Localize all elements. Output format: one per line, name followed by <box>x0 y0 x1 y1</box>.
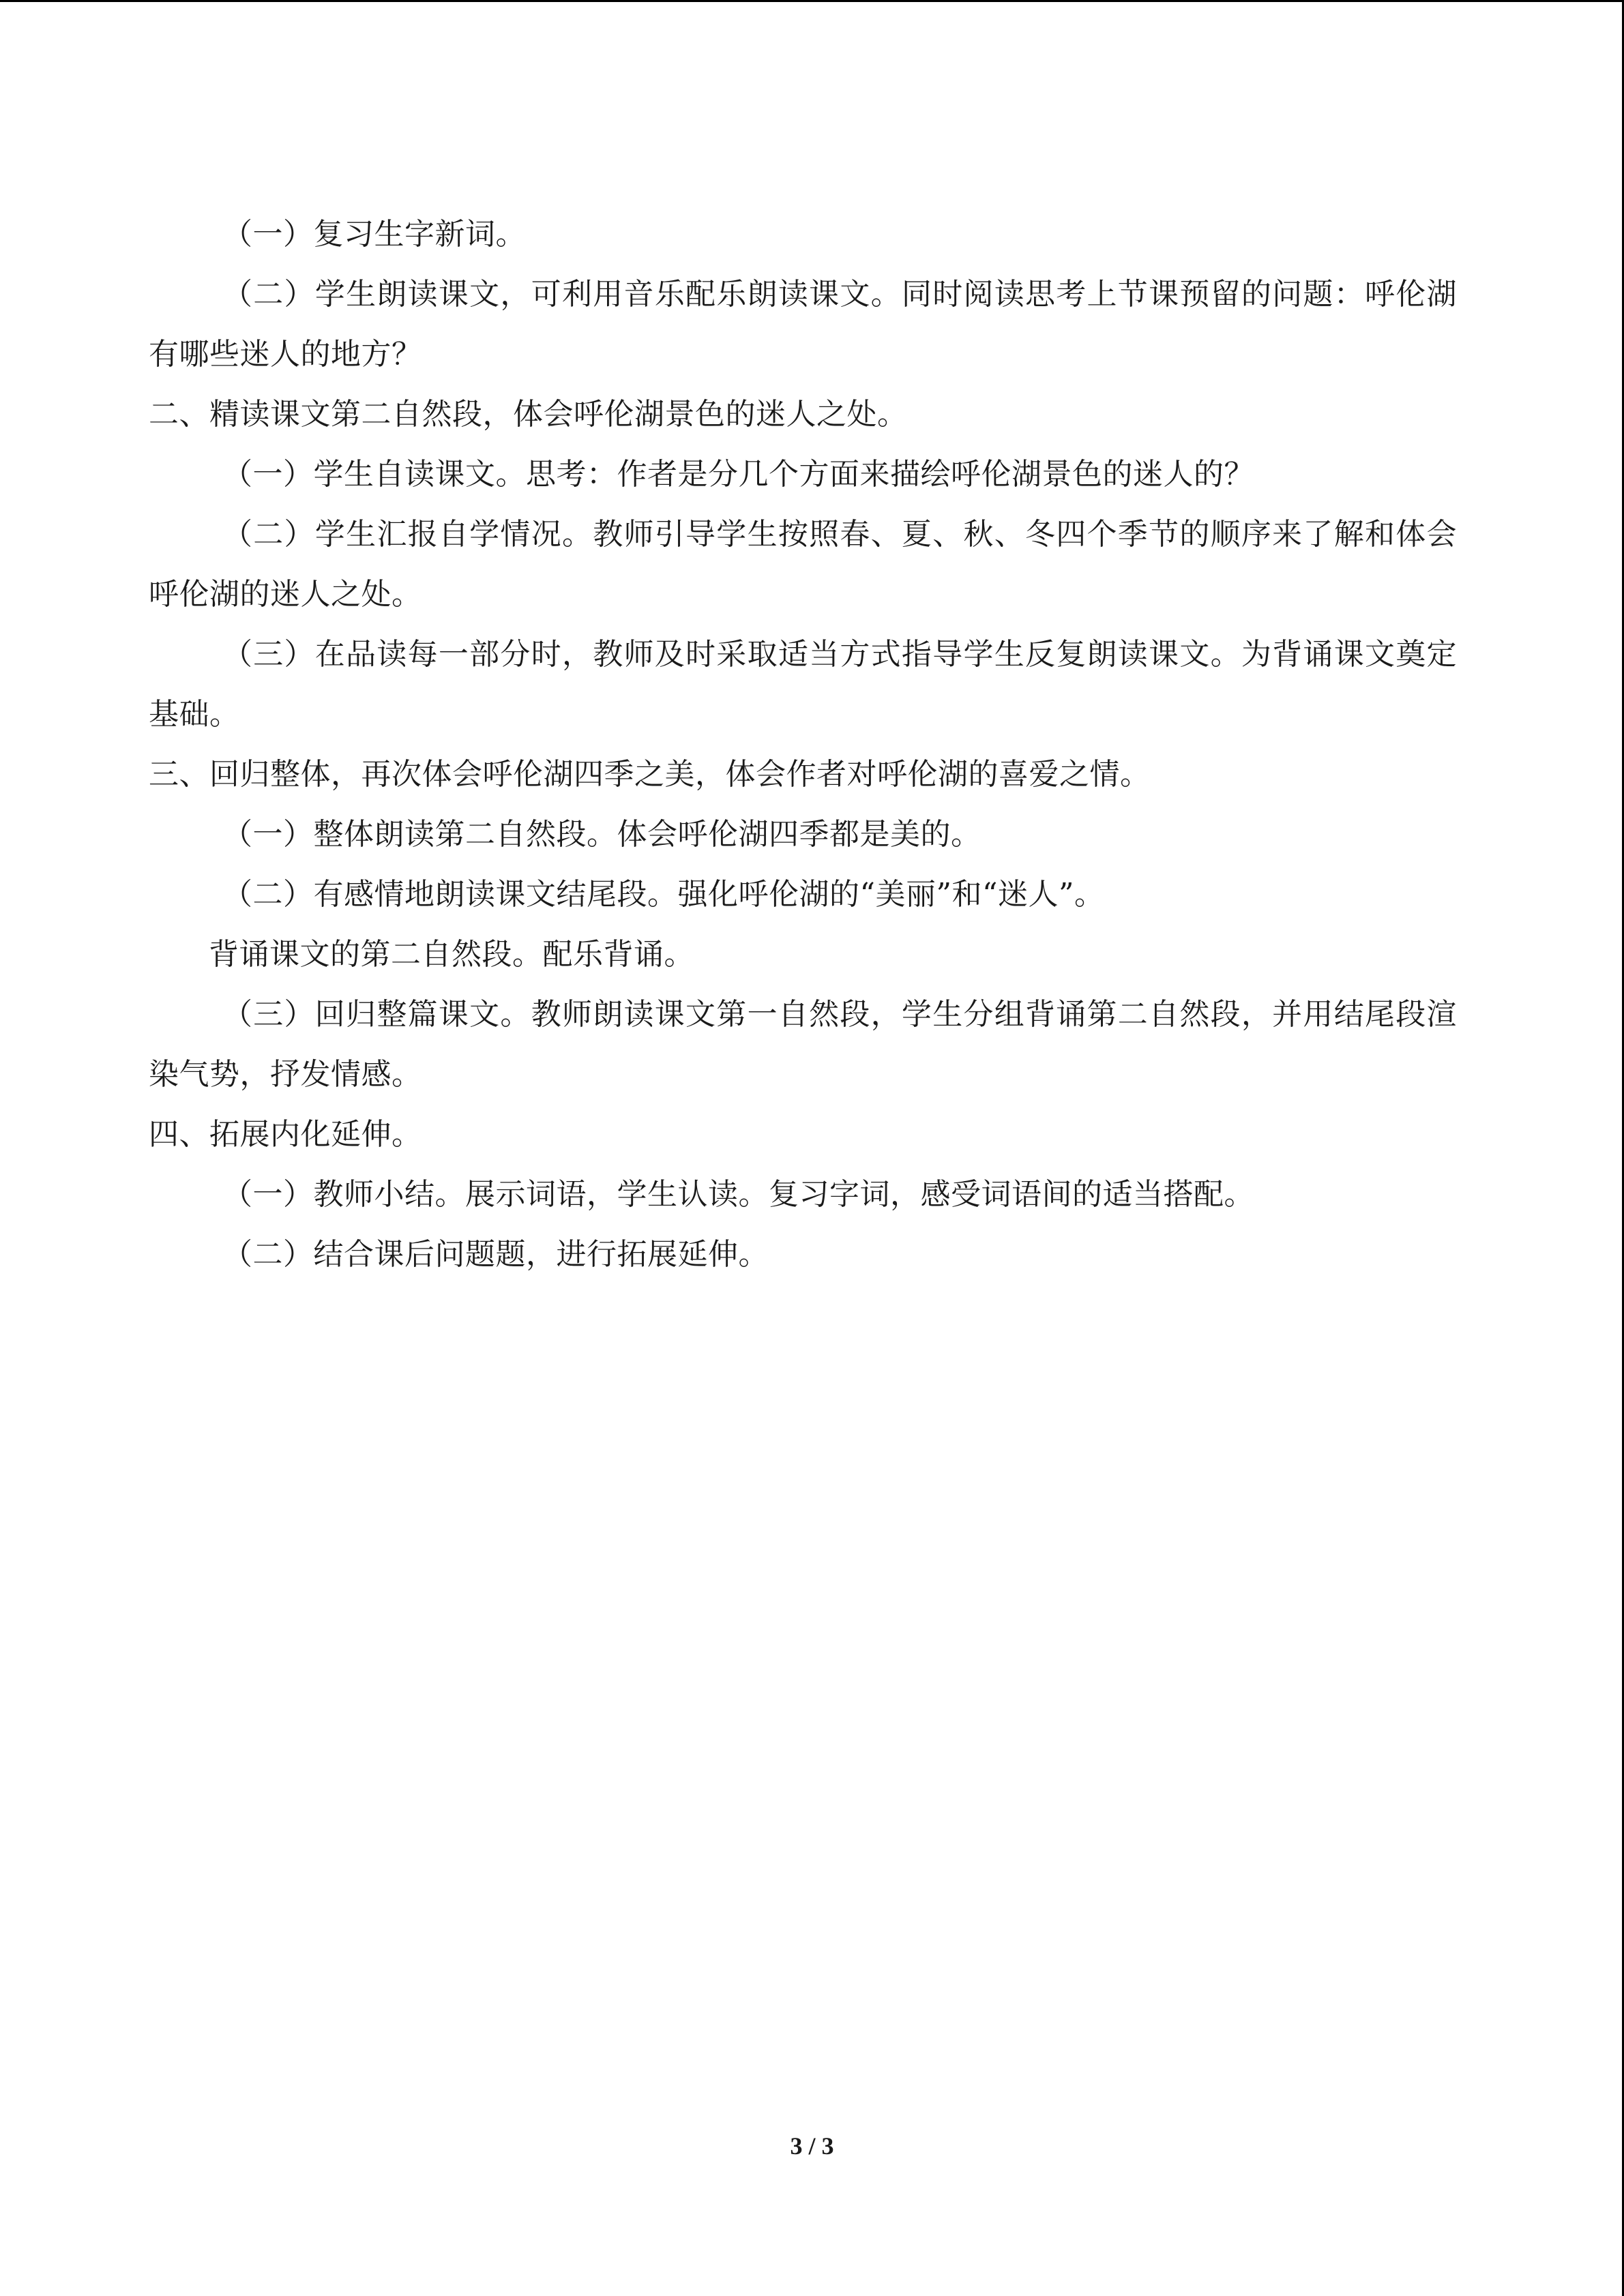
paragraph-whole-reading: （一）整体朗读第二自然段。体会呼伦湖四季都是美的。 <box>222 817 981 852</box>
paragraph-return-whole: （三）回归整篇课文。教师朗读课文第一自然段，学生分组背诵第二自然段，并用结尾段渲染气势，抒发情感。 <box>149 997 1457 1092</box>
paragraph-recite: 背诵课文的第二自然段。配乐背诵。 <box>209 937 694 972</box>
paragraph-guided-reading: （三）在品读每一部分时，教师及时采取适当方式指导学生反复朗读课文。为背诵课文奠定基础。 <box>149 637 1457 732</box>
paragraph-report: （二）学生汇报自学情况。教师引导学生按照春、夏、秋、冬四个季节的顺序来了解和体会呼伦湖的迷人之处。 <box>149 517 1457 612</box>
paragraph-emotional-reading: （二）有感情地朗读课文结尾段。强化呼伦湖的“美丽”和“迷人”。 <box>222 877 1105 912</box>
paragraph-review-words: （一）复习生字新词。 <box>222 217 526 252</box>
paragraph-read-aloud: （二）学生朗读课文，可利用音乐配乐朗读课文。同时阅读思考上节课预留的问题：呼伦湖有哪些迷人的地方？ <box>149 277 1457 372</box>
document-body <box>149 205 1457 1285</box>
paragraph-summary: （一）教师小结。展示词语，学生认读。复习字词，感受词语间的适当搭配。 <box>222 1177 1254 1212</box>
paragraph-self-read: （一）学生自读课文。思考：作者是分几个方面来描绘呼伦湖景色的迷人的？ <box>222 457 1254 492</box>
page-number: 3 / 3 <box>790 2132 834 2160</box>
section-heading-4: 四、拓展内化延伸。 <box>149 1117 422 1152</box>
page-border-top <box>0 0 1624 2</box>
section-heading-3: 三、回归整体，再次体会呼伦湖四季之美，体会作者对呼伦湖的喜爱之情。 <box>149 757 1151 792</box>
paragraph-extension: （二）结合课后问题题，进行拓展延伸。 <box>222 1237 769 1272</box>
section-heading-2: 二、精读课文第二自然段，体会呼伦湖景色的迷人之处。 <box>149 397 908 432</box>
